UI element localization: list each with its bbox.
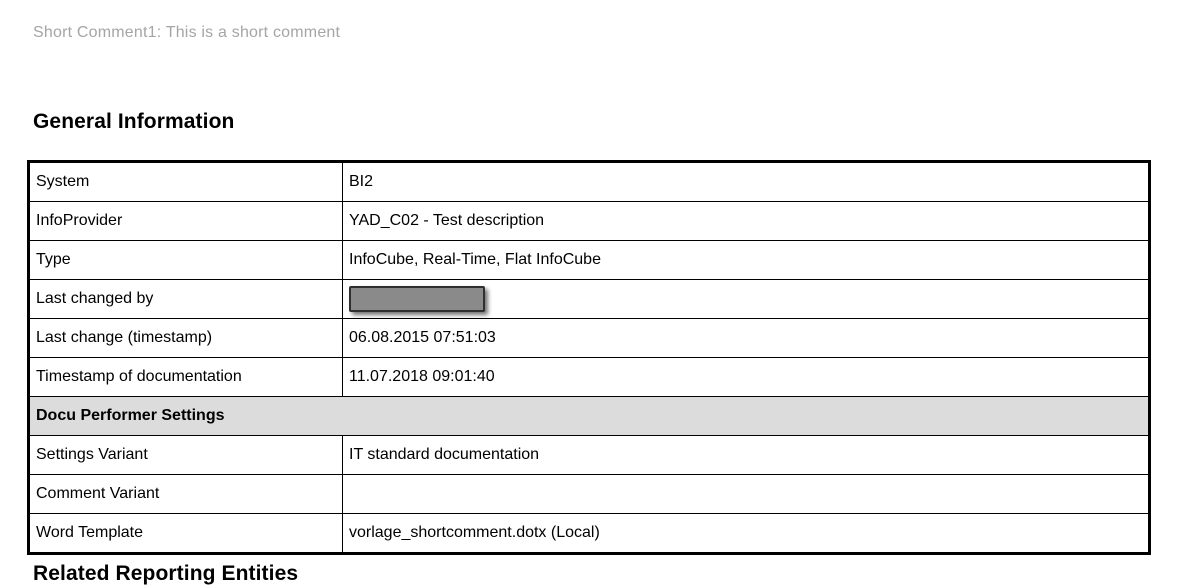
row-value: InfoCube, Real-Time, Flat InfoCube bbox=[343, 241, 1150, 280]
row-label: Last changed by bbox=[29, 280, 343, 319]
short-comment-text: Short Comment1: This is a short comment bbox=[33, 24, 341, 41]
redaction-box bbox=[349, 286, 485, 312]
table-row bbox=[29, 358, 1150, 397]
table-row bbox=[29, 514, 1150, 554]
row-value: YAD_C02 - Test description bbox=[343, 202, 1150, 241]
row-label: Last change (timestamp) bbox=[29, 319, 343, 358]
section-header-row bbox=[29, 397, 1150, 436]
row-label: Word Template bbox=[29, 514, 343, 554]
table-row bbox=[29, 280, 1150, 319]
row-value: 11.07.2018 09:01:40 bbox=[343, 358, 1150, 397]
row-value bbox=[343, 475, 1150, 514]
table-row bbox=[29, 202, 1150, 241]
row-value: 06.08.2015 07:51:03 bbox=[343, 319, 1150, 358]
row-value-redacted bbox=[343, 280, 1150, 319]
row-label: Settings Variant bbox=[29, 436, 343, 475]
table-row bbox=[29, 241, 1150, 280]
table-row bbox=[29, 436, 1150, 475]
table-row bbox=[29, 319, 1150, 358]
related-entities-heading: Related Reporting Entities bbox=[33, 562, 299, 585]
table-row bbox=[29, 475, 1150, 514]
row-label: Timestamp of documentation bbox=[29, 358, 343, 397]
row-value: vorlage_shortcomment.dotx (Local) bbox=[343, 514, 1150, 554]
general-info-table bbox=[27, 160, 1151, 555]
section-header-label: Docu Performer Settings bbox=[29, 397, 1150, 436]
row-label: InfoProvider bbox=[29, 202, 343, 241]
row-value: IT standard documentation bbox=[343, 436, 1150, 475]
row-label: Type bbox=[29, 241, 343, 280]
row-value: BI2 bbox=[343, 162, 1150, 202]
row-label: System bbox=[29, 162, 343, 202]
table-row bbox=[29, 162, 1150, 202]
row-label: Comment Variant bbox=[29, 475, 343, 514]
general-information-heading: General Information bbox=[33, 110, 235, 133]
